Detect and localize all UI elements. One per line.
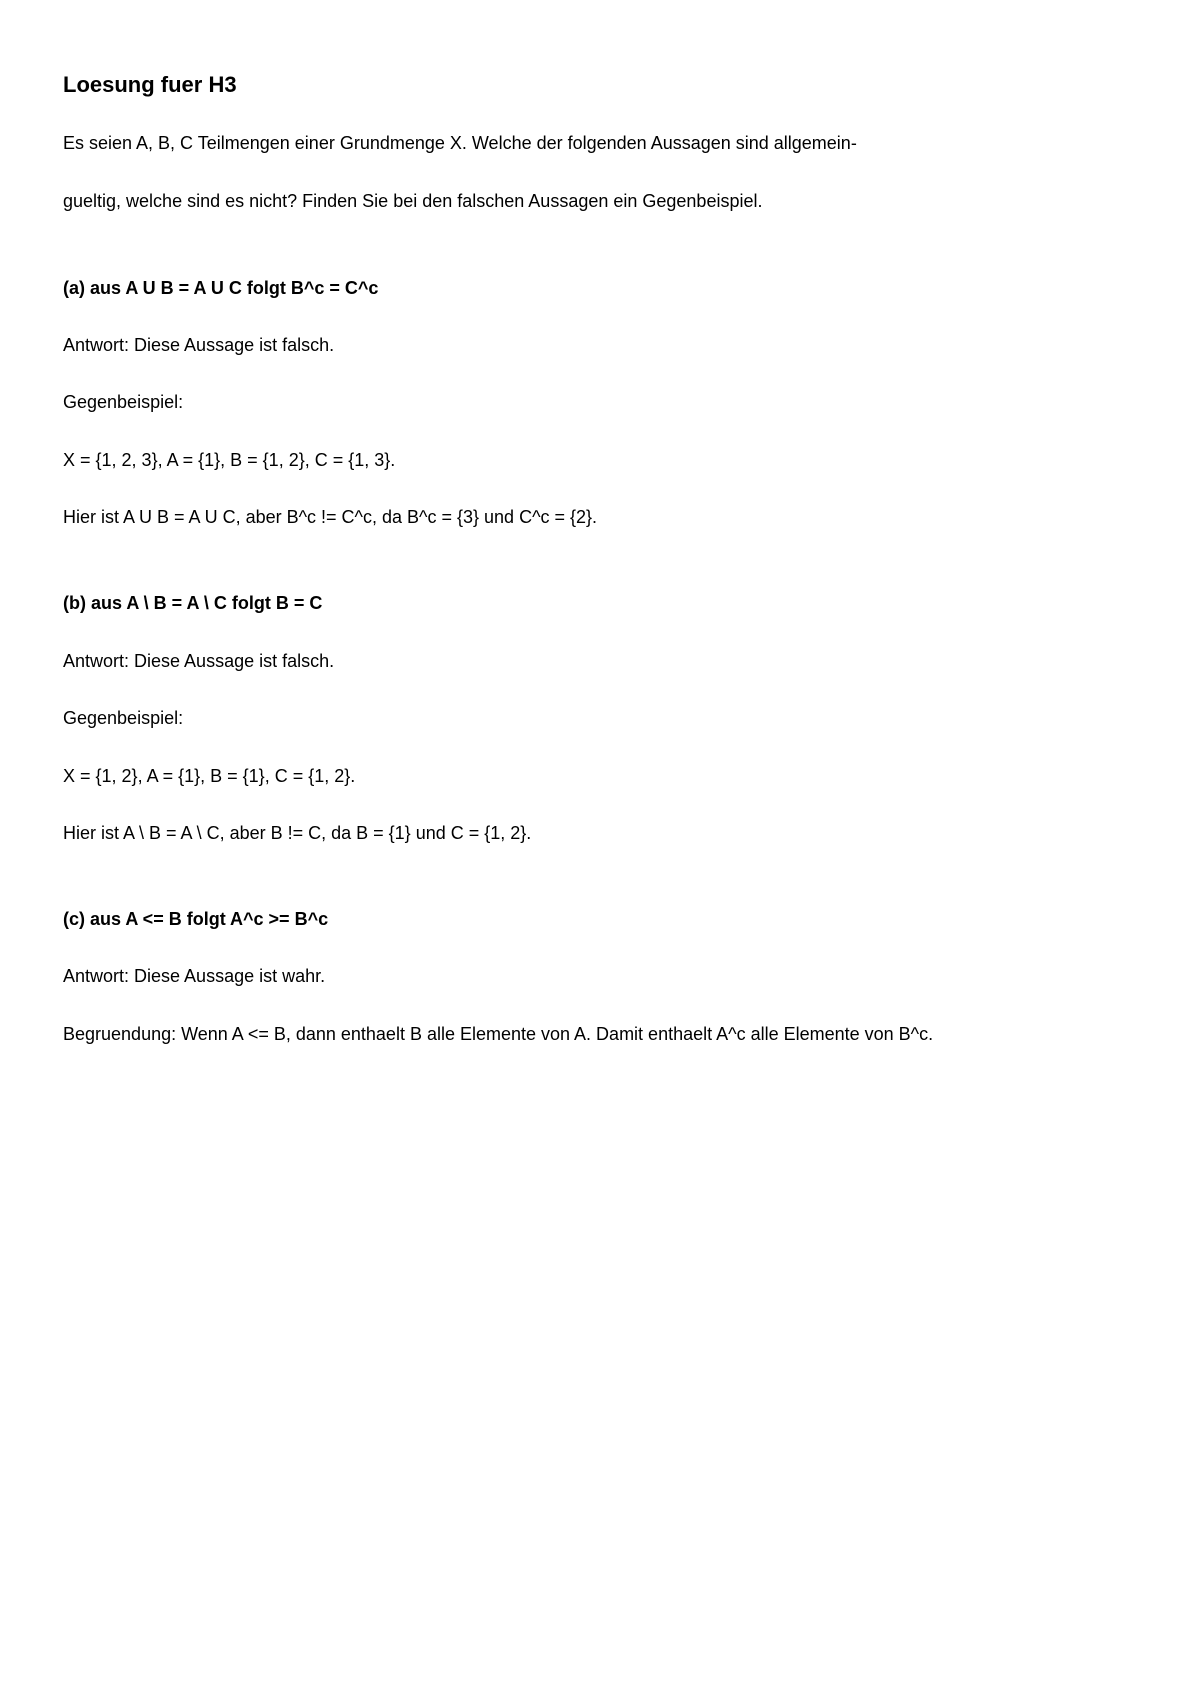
part-a-heading: (a) aus A U B = A U C folgt B^c = C^c <box>63 278 379 298</box>
intro-line-1: Es seien A, B, C Teilmengen einer Grundmenge X. Welche der folgenden Aussagen sind allgemein- <box>63 133 857 153</box>
part-b-explanation: Hier ist A \ B = A \ C, aber B != C, da B = {1} und C = {1, 2}. <box>63 823 532 843</box>
part-b-example: X = {1, 2}, A = {1}, B = {1}, C = {1, 2}. <box>63 766 356 786</box>
part-c-reasoning: Begruendung: Wenn A <= B, dann enthaelt B alle Elemente von A. Damit enthaelt A^c alle Elemente von B^c. <box>63 1024 934 1044</box>
part-a-example: X = {1, 2, 3}, A = {1}, B = {1, 2}, C = {1, 3}. <box>63 450 396 470</box>
part-a-answer: Antwort: Diese Aussage ist falsch. <box>63 335 335 355</box>
part-c-answer: Antwort: Diese Aussage ist wahr. <box>63 966 326 986</box>
part-c-heading: (c) aus A <= B folgt A^c >= B^c <box>63 909 329 929</box>
part-b-answer: Antwort: Diese Aussage ist falsch. <box>63 651 335 671</box>
part-a-counterexample-label: Gegenbeispiel: <box>63 392 184 412</box>
document-title: Loesung fuer H3 <box>63 72 237 97</box>
part-a-explanation: Hier ist A U B = A U C, aber B^c != C^c, da B^c = {3} und C^c = {2}. <box>63 507 598 527</box>
part-b-heading: (b) aus A \ B = A \ C folgt B = C <box>63 593 323 613</box>
part-b-counterexample-label: Gegenbeispiel: <box>63 708 184 728</box>
intro-line-2: gueltig, welche sind es nicht? Finden Sie bei den falschen Aussagen ein Gegenbeispiel. <box>63 191 763 211</box>
